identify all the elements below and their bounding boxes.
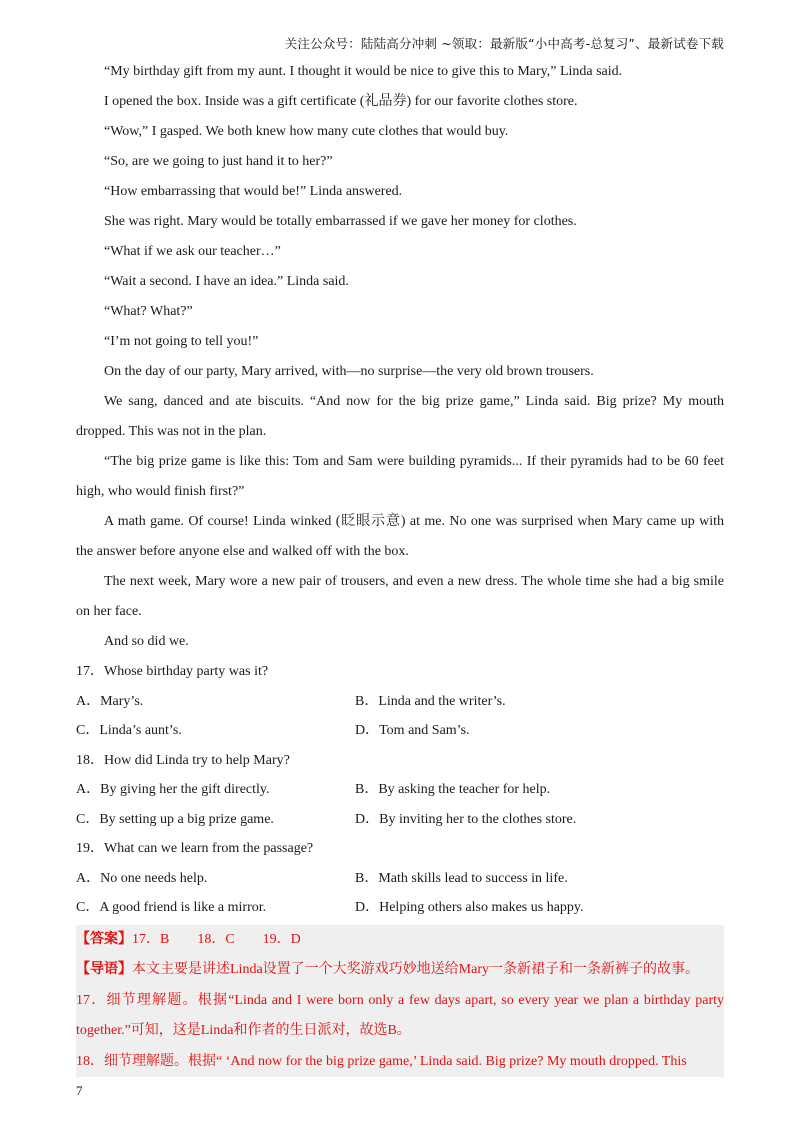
question-stem: 17．Whose birthday party was it?	[76, 664, 269, 679]
option-c: C．A good friend is like a mirror.	[76, 900, 267, 915]
answer-section	[76, 925, 724, 1078]
option-b: B．Math skills lead to success in life.	[355, 870, 568, 886]
option-c: C．By setting up a big prize game.	[76, 811, 274, 827]
paragraph: “The big prize game is like this: Tom and Sam were building pyramids... If their pyramids had to be 60 feet high, who would finish first?”	[76, 454, 724, 499]
option-b: B．Linda and the writer’s.	[355, 693, 506, 709]
guide	[76, 955, 724, 986]
option-a: A．Mary’s.	[76, 693, 144, 709]
guide-text: 本文主要是讲述Linda设置了一个大奖游戏巧妙地送给Mary一条新裙子和一条新裤子的故事。	[132, 962, 699, 977]
option-row	[76, 687, 724, 717]
paragraph: The next week, Mary wore a new pair of trousers, and even a new dress. The whole time she had a big smile on her face.	[76, 574, 724, 619]
option-row	[76, 805, 724, 835]
option-d: D．By inviting her to the clothes store.	[355, 811, 577, 827]
page-header: 关注公众号：陆陆高分冲刺 ~领取：最新版“小中高考-总复习”、最新试卷下载	[284, 36, 724, 51]
question-19	[76, 834, 724, 923]
question-stem: 18．How did Linda try to help Mary?	[76, 752, 290, 768]
option-a: A．By giving her the gift directly.	[76, 782, 270, 797]
paragraph: “So, are we going to just hand it to her?”	[104, 154, 333, 169]
answer-key-label: 【答案】	[76, 931, 132, 947]
reading-passage	[76, 57, 724, 657]
paragraph: “My birthday gift from my aunt. I thought it would be nice to give this to Mary,” Linda said.	[104, 64, 623, 79]
explanation-18: 18．细节理解题。根据“ ‘And now for the big prize game,’ Linda said. Big prize? My mouth dropped. This	[76, 1053, 687, 1069]
option-c: C．Linda’s aunt’s.	[76, 723, 182, 738]
question-18	[76, 746, 724, 835]
paragraph: “Wait a second. I have an idea.” Linda said.	[104, 274, 349, 289]
option-d: D．Helping others also makes us happy.	[355, 900, 584, 915]
guide-label: 【导语】	[76, 962, 132, 977]
question-stem: 19．What can we learn from the passage?	[76, 841, 314, 856]
paragraph: She was right. Mary would be totally embarrassed if we gave her money for clothes.	[104, 214, 577, 229]
paragraph: We sang, danced and ate biscuits. “And now for the big prize game,” Linda said. Big prize? My mouth dropped. This was not in the plan.	[76, 394, 724, 439]
paragraph: I opened the box. Inside was a gift certificate (礼品券) for our favorite clothes store.	[104, 94, 578, 109]
option-a: A．No one needs help.	[76, 870, 208, 886]
option-row	[76, 716, 724, 746]
paragraph: A math game. Of course! Linda winked (眨眼示意) at me. No one was surprised when Mary came up with the answer before anyone else and walked off with the box.	[76, 514, 724, 559]
option-row	[76, 893, 724, 923]
document-body	[76, 57, 724, 1077]
option-row	[76, 864, 724, 894]
explanation-17: 17．细节理解题。根据“Linda and I were born only a few days apart, so every year we plan a birthday party together.”可知，这是Linda和作者的生日派对，故选B。	[76, 992, 724, 1038]
option-d: D．Tom and Sam’s.	[355, 723, 470, 738]
option-b: B．By asking the teacher for help.	[355, 782, 551, 797]
answer-key-text: 17．B 18．C 19．D	[132, 931, 301, 947]
paragraph: “How embarrassing that would be!” Linda answered.	[104, 184, 403, 199]
question-17	[76, 657, 724, 746]
answer-key	[76, 925, 724, 956]
page-number: 7	[76, 1083, 83, 1098]
paragraph: “What if we ask our teacher…”	[104, 244, 281, 259]
paragraph: “What? What?”	[104, 304, 193, 319]
paragraph: And so did we.	[104, 634, 189, 649]
paragraph: “Wow,” I gasped. We both knew how many cute clothes that would buy.	[104, 124, 509, 139]
option-row	[76, 775, 724, 805]
paragraph: “I’m not going to tell you!”	[104, 334, 259, 349]
paragraph: On the day of our party, Mary arrived, with—no surprise—the very old brown trousers.	[104, 364, 594, 379]
